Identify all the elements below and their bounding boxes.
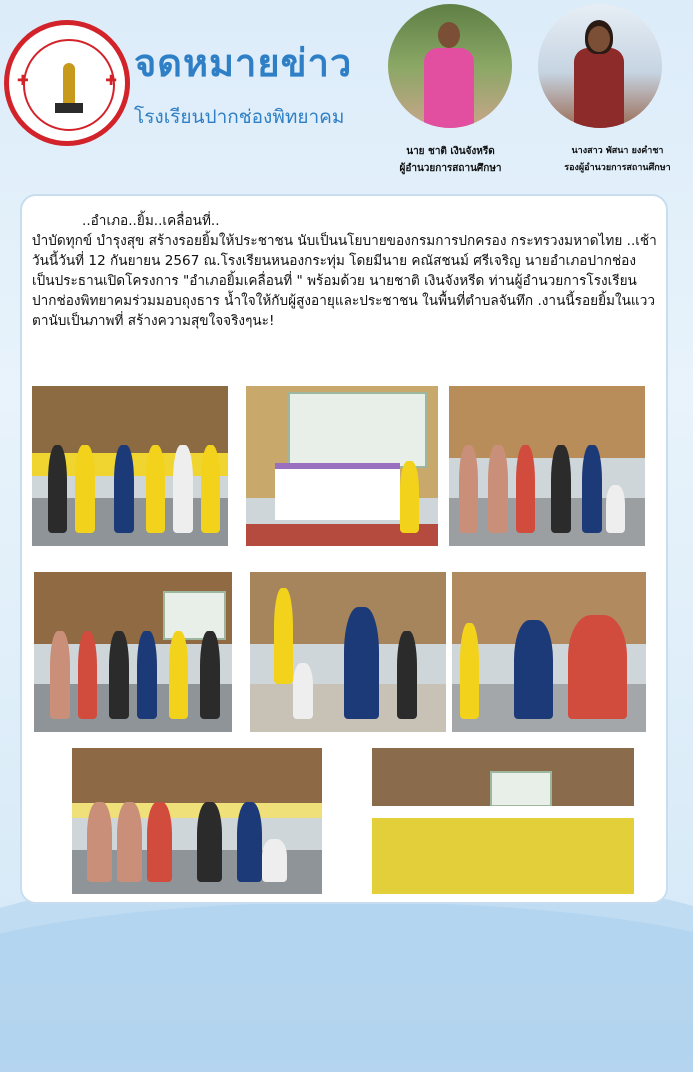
director-portrait xyxy=(388,4,512,128)
event-photo-2 xyxy=(246,386,438,546)
event-photo-8 xyxy=(372,748,634,894)
deputy-director-caption xyxy=(550,143,685,177)
article-text xyxy=(32,211,662,331)
event-photo-6 xyxy=(452,572,646,732)
article-lead: ..อำเภอ..ยิ้ม..เคลื่อนที่.. xyxy=(82,213,220,229)
school-name: โรงเรียนปากช่องพิทยาคม xyxy=(134,106,345,128)
event-photo-4 xyxy=(34,572,232,732)
event-photo-3 xyxy=(449,386,645,546)
deputy-director-role: รองผู้อำนวยการสถานศึกษา xyxy=(564,163,671,173)
event-photo-5 xyxy=(250,572,446,732)
article-body: บำบัดทุกข์ บำรุงสุข สร้างรอยยิ้มให้ประชาชน นับเป็นนโยบายของกรมการปกครอง กระทรวงมหาดไทย ..เช้าวันนี้วันที่ 12 กันยายน 2567 ณ.โรงเรียนหนองกระทุ่ม โดยมีนาย คณัสชนม์ ศรีเจริญ นายอำเภอปากช่อง เป็นประธานเปิดโครงการ "อำเภอยิ้มเคลื่อนที่ " พร้อมด้วย นายชาติ เงินจังหรีด ท่านผู้อำนวยการโรงเรียนปากช่องพิทยาคมร่วมมอบถุงธาร น้ำใจให้กับผู้สูงอายุและประชาชน ในพื้นที่ตำบลจันทึก .งานนี้รอยยิ้มในแววตานับเป็นภาพที่ สร้างความสุขใจจริงๆนะ! xyxy=(32,233,657,329)
page-title: จดหมายข่าว xyxy=(134,41,353,85)
deputy-director-portrait xyxy=(538,4,662,128)
director-name: นาย ชาติ เงินจังหรีด xyxy=(406,146,495,157)
director-caption xyxy=(358,143,543,177)
director-role: ผู้อำนวยการสถานศึกษา xyxy=(399,163,502,174)
event-photo-7 xyxy=(72,748,322,894)
event-photo-1 xyxy=(32,386,228,546)
school-logo: ✚ ✚ xyxy=(4,20,130,146)
deputy-director-name: นางสาว พัสนา ยงคำชา xyxy=(571,146,664,156)
